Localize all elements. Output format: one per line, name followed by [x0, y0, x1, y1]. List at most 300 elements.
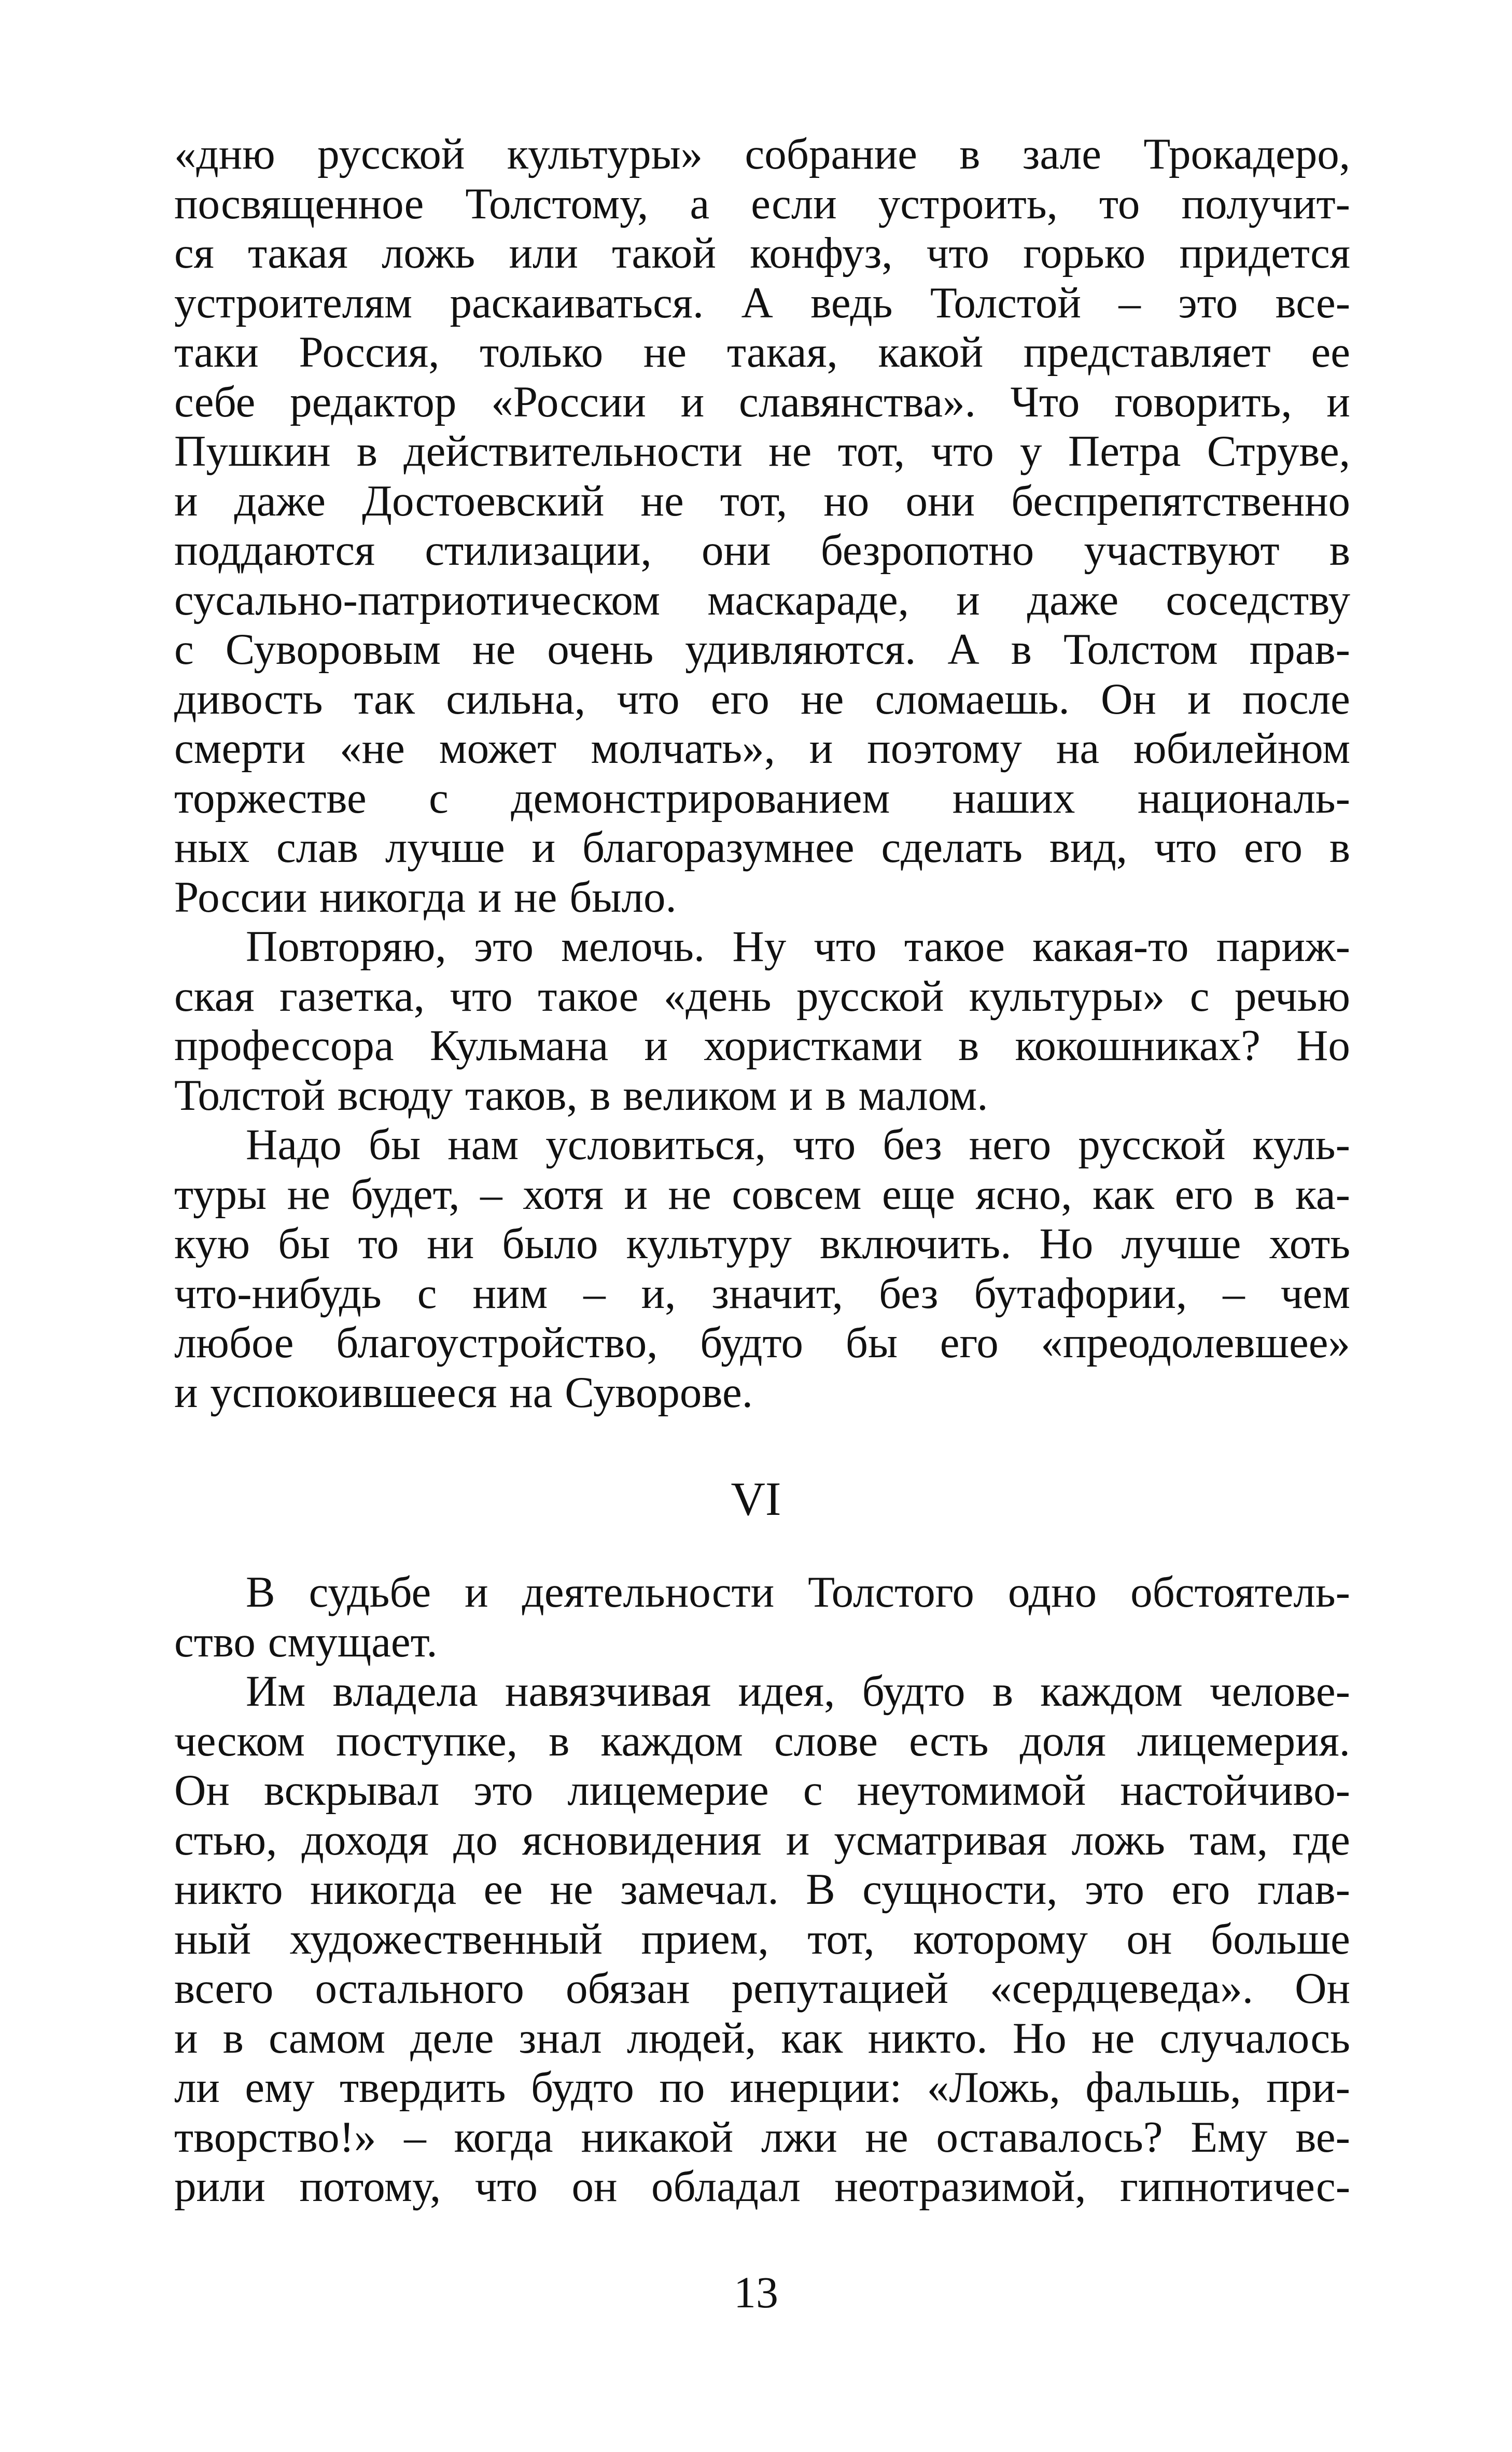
word: Он	[1101, 674, 1156, 723]
word: демонстрированием	[511, 773, 890, 823]
word: успокоившееся	[210, 1368, 497, 1417]
word: может	[439, 724, 557, 773]
word: А	[947, 625, 979, 674]
word: по	[659, 2063, 705, 2112]
word: ним	[472, 1269, 548, 1318]
word: обстоятель-	[1130, 1568, 1350, 1617]
word: что	[450, 971, 513, 1021]
word: если	[751, 179, 837, 228]
word: –	[1118, 278, 1141, 327]
word: остального	[315, 1964, 524, 2013]
word: даже	[234, 476, 326, 525]
word: деятельности	[522, 1568, 775, 1617]
word: прав-	[1249, 625, 1350, 674]
word: бы	[278, 1219, 330, 1268]
word: знал	[519, 2013, 602, 2063]
text-line	[174, 1219, 1350, 1269]
text-line	[174, 1071, 1350, 1121]
word: условиться,	[545, 1120, 766, 1169]
word: бутафории,	[974, 1269, 1187, 1318]
word: не	[640, 476, 684, 525]
text-line	[174, 922, 1350, 972]
word: такое	[904, 922, 1005, 971]
word: и	[644, 1021, 668, 1070]
word: в	[222, 2013, 244, 2063]
word: Ну	[732, 922, 787, 971]
text-line	[174, 1368, 1350, 1418]
word: Достоевский	[362, 476, 605, 525]
word: тот,	[807, 1914, 875, 1963]
word: его	[1243, 823, 1303, 872]
word: русской	[1078, 1120, 1226, 1169]
text-line	[174, 526, 1350, 576]
word: славянства».	[739, 377, 976, 426]
word: Толстой	[174, 1070, 326, 1120]
word: никогда	[319, 872, 466, 922]
word: ложь	[382, 229, 475, 277]
word: не	[514, 872, 557, 922]
word: в	[590, 1070, 611, 1120]
word: с	[174, 625, 194, 674]
word: замечал.	[620, 1865, 779, 1914]
word: Толстому,	[465, 179, 649, 228]
word: гипнотичес-	[1120, 2162, 1350, 2211]
word: и	[956, 575, 980, 624]
word: ее	[1311, 328, 1350, 377]
word: с	[1189, 971, 1210, 1021]
word: то	[358, 1219, 399, 1268]
word: не	[865, 2112, 908, 2162]
word: одно	[1007, 1568, 1097, 1617]
word: на	[1056, 724, 1100, 773]
word: лучше	[1121, 1219, 1241, 1268]
word: такое	[538, 971, 639, 1021]
word: в	[1254, 1169, 1275, 1219]
word: речью	[1234, 971, 1350, 1021]
word: –	[480, 1169, 502, 1219]
text-line	[174, 427, 1350, 477]
word: или	[509, 229, 578, 277]
word: в	[1011, 625, 1032, 674]
text-line	[174, 1021, 1350, 1071]
word: ясно,	[975, 1169, 1072, 1219]
word: чем	[1280, 1269, 1350, 1318]
word: будто	[530, 2063, 634, 2112]
word: с	[417, 1269, 437, 1318]
text-line	[174, 2113, 1350, 2163]
text-line	[174, 229, 1350, 278]
word: Толстой	[930, 278, 1081, 327]
word: и	[174, 2013, 198, 2063]
text-line	[174, 823, 1350, 873]
word: Но	[1296, 1021, 1350, 1070]
word: не	[1091, 2013, 1135, 2063]
word: будто	[700, 1318, 804, 1367]
word: «не	[340, 724, 405, 773]
word: обладал	[651, 2162, 801, 2211]
word: А	[741, 278, 773, 327]
word: лицемерие	[567, 1766, 769, 1815]
word: ложь	[1071, 1815, 1165, 1864]
word: тот,	[720, 476, 788, 525]
word: лжи	[761, 2112, 837, 2162]
word: Но	[1012, 2013, 1067, 2063]
text-line	[174, 2162, 1350, 2212]
word: не	[287, 1169, 330, 1219]
word: рили	[174, 2162, 265, 2211]
word: сусально-патриотическом	[174, 575, 660, 624]
word: которому	[913, 1914, 1088, 1963]
word: в	[356, 427, 378, 476]
word: таков,	[465, 1070, 578, 1120]
word: участвуют	[1084, 526, 1280, 575]
text-line	[174, 576, 1350, 625]
word: горько	[1023, 229, 1146, 277]
word: когда	[454, 2112, 553, 2162]
text-line	[174, 1915, 1350, 1965]
word: ка-	[1295, 1169, 1350, 1219]
word: его	[1171, 1865, 1230, 1914]
word: Пушкин	[174, 427, 331, 476]
word: безропотно	[820, 526, 1034, 575]
word: но	[823, 476, 870, 525]
text-line	[174, 1120, 1350, 1170]
word: ных	[174, 823, 250, 872]
word: Россия,	[299, 328, 440, 377]
word: это	[1178, 278, 1238, 327]
word: Кульмана	[429, 1021, 609, 1070]
word: дивость	[174, 674, 323, 723]
word: поступке,	[336, 1716, 518, 1765]
word: только	[480, 328, 604, 377]
word: ведь	[810, 278, 893, 327]
word: хоть	[1269, 1219, 1350, 1268]
text-line	[174, 2063, 1350, 2113]
word: Суворове.	[565, 1368, 753, 1417]
text-line	[174, 1269, 1350, 1319]
word: что	[617, 674, 680, 723]
word: газетка,	[279, 971, 425, 1021]
word: и,	[641, 1269, 676, 1318]
word: что	[793, 1120, 856, 1169]
word: удивляются.	[685, 625, 916, 674]
word: маскараде,	[707, 575, 909, 624]
word: лицемерия.	[1137, 1716, 1350, 1765]
word: включить.	[819, 1219, 1012, 1268]
word: как	[1093, 1169, 1155, 1219]
word: фальшь,	[1085, 2063, 1241, 2112]
word: соседству	[1166, 575, 1350, 624]
word: сделать	[881, 823, 1023, 872]
word: такая,	[726, 328, 838, 377]
word: представляет	[1023, 328, 1271, 377]
word: посвященное	[174, 179, 424, 228]
word: «преодолевшее»	[1041, 1318, 1350, 1367]
word: Трокадеро,	[1143, 130, 1350, 178]
word: поэтому	[867, 724, 1022, 773]
word: вскрывал	[263, 1766, 440, 1815]
word: еще	[882, 1169, 955, 1219]
word: никакой	[581, 2112, 734, 2162]
word: бы	[368, 1120, 421, 1169]
word: в	[825, 1070, 846, 1120]
word: беспрепятственно	[1011, 476, 1350, 525]
word: неотразимой,	[834, 2162, 1086, 2211]
word: обязан	[566, 1964, 690, 2013]
text-line	[174, 179, 1350, 229]
word: вид,	[1049, 823, 1127, 872]
word: будто	[862, 1667, 965, 1716]
word: ее	[483, 1865, 523, 1914]
word: смущает.	[268, 1617, 438, 1666]
word: будет,	[351, 1169, 460, 1219]
text-line	[174, 675, 1350, 725]
word: «Ложь,	[927, 2063, 1060, 2112]
text-line	[174, 1766, 1350, 1816]
word: доля	[1019, 1716, 1106, 1765]
word: не	[643, 328, 687, 377]
word: ни	[427, 1219, 474, 1268]
word: даже	[1027, 575, 1119, 624]
word: торжестве	[174, 773, 367, 823]
word: собрание	[745, 130, 917, 178]
word: и	[624, 1169, 648, 1219]
word: и	[465, 1568, 488, 1617]
text-line	[174, 724, 1350, 774]
word: туры	[174, 1169, 267, 1219]
word: «России	[491, 377, 646, 426]
word: поддаются	[174, 526, 375, 575]
word: «день	[663, 971, 772, 1021]
word: устроителям	[174, 278, 413, 327]
word: В	[246, 1568, 275, 1617]
word: какая-то	[1032, 922, 1189, 971]
word: молчать»,	[591, 724, 775, 773]
word: его	[710, 674, 769, 723]
word: случалось	[1159, 2013, 1350, 2063]
text-line	[174, 625, 1350, 675]
word: придется	[1179, 229, 1350, 277]
word: навязчивая	[505, 1667, 711, 1716]
word: малом.	[858, 1070, 988, 1120]
word: какой	[878, 328, 984, 377]
word: ческом	[174, 1716, 305, 1765]
word: он	[571, 2162, 618, 2211]
word: –	[404, 2112, 426, 2162]
word: ный	[174, 1914, 251, 1963]
word: на	[509, 1368, 553, 1417]
word: такая	[248, 229, 348, 277]
word: это	[473, 922, 534, 971]
word: совсем	[732, 1169, 862, 1219]
word: а	[690, 179, 710, 228]
word: и	[478, 872, 502, 922]
word: сильна,	[446, 674, 586, 723]
word: он	[1126, 1914, 1172, 1963]
word: каждом	[1040, 1667, 1183, 1716]
word: Суворовым	[225, 625, 441, 674]
word: Толстом	[1063, 625, 1218, 674]
text-line	[174, 873, 1350, 923]
word: сломаешь.	[875, 674, 1070, 723]
word: Но	[1039, 1219, 1094, 1268]
word: значит,	[711, 1269, 844, 1318]
word: при-	[1266, 2063, 1350, 2112]
word: творство!»	[174, 2112, 376, 2162]
word: смерти	[174, 724, 306, 773]
word: это	[1084, 1865, 1144, 1914]
word: раскаиваться.	[450, 278, 704, 327]
text-line	[174, 1618, 1350, 1667]
word: Струве,	[1207, 427, 1350, 476]
word: до	[453, 1815, 498, 1864]
text-line	[174, 1964, 1350, 2014]
word: не	[768, 427, 812, 476]
word: благоустройство,	[336, 1318, 658, 1367]
word: ская	[174, 971, 255, 1021]
word: получит-	[1181, 179, 1350, 228]
text-block-bottom	[174, 1568, 1350, 2212]
word: кокошниках?	[1015, 1021, 1261, 1070]
word: хотя	[523, 1169, 604, 1219]
word: репутацией	[731, 1964, 949, 2013]
word: «дню	[174, 130, 275, 178]
word: не	[472, 625, 516, 674]
word: Повторяю,	[246, 922, 446, 971]
text-line	[174, 972, 1350, 1022]
word: националь-	[1137, 773, 1350, 823]
word: что	[931, 427, 994, 476]
word: ве-	[1295, 2112, 1350, 2162]
word: ему	[245, 2063, 315, 2112]
word: куль-	[1252, 1120, 1350, 1169]
text-line	[174, 1816, 1350, 1865]
text-line	[174, 477, 1350, 526]
page-number: 13	[734, 2267, 778, 2317]
word: таки	[174, 328, 259, 377]
word: глав-	[1257, 1865, 1350, 1914]
word: челове-	[1209, 1667, 1350, 1716]
word: было	[502, 1219, 598, 1268]
text-line	[174, 278, 1350, 328]
text-line	[174, 2014, 1350, 2064]
word: прием,	[641, 1914, 769, 1963]
word: не	[550, 1865, 593, 1914]
word: профессора	[174, 1021, 394, 1070]
word: мелочь.	[561, 922, 705, 971]
word: Он	[174, 1766, 230, 1815]
section-heading: VI	[731, 1472, 781, 1525]
word: культуры»	[969, 971, 1165, 1021]
word: Надо	[246, 1120, 342, 1169]
word: идея,	[738, 1667, 835, 1716]
word: было.	[569, 872, 677, 922]
text-line	[174, 1170, 1350, 1220]
word: культуры»	[507, 130, 703, 178]
word: говорить,	[1114, 377, 1292, 426]
word: и	[1187, 674, 1211, 723]
word: очень	[547, 625, 654, 674]
word: есть	[909, 1716, 989, 1765]
word: русской	[796, 971, 944, 1021]
word: В	[806, 1865, 835, 1914]
word: инерции:	[730, 2063, 902, 2112]
word: самом	[269, 2013, 386, 2063]
word: после	[1242, 674, 1350, 723]
word: сущности,	[862, 1865, 1058, 1914]
word: всюду	[337, 1070, 453, 1120]
word: как	[781, 2013, 843, 2063]
word: тот,	[837, 427, 905, 476]
word: и	[531, 823, 556, 872]
word: Им	[246, 1667, 306, 1716]
text-line	[174, 328, 1350, 378]
word: редактор	[290, 377, 457, 426]
word: бы	[845, 1318, 898, 1367]
word: русской	[317, 130, 465, 178]
word: париж-	[1216, 922, 1350, 971]
word: никто.	[867, 2013, 988, 2063]
word: России	[174, 872, 307, 922]
word: твердить	[339, 2063, 506, 2112]
word: каждом	[600, 1716, 743, 1765]
word: и	[1326, 377, 1350, 426]
word: никто	[174, 1865, 283, 1914]
text-line	[174, 1318, 1350, 1368]
word: без	[883, 1120, 942, 1169]
text-line	[174, 130, 1350, 179]
word: зале	[1022, 130, 1101, 178]
word: потому,	[299, 2162, 441, 2211]
word: его	[940, 1318, 999, 1367]
word: слав	[276, 823, 358, 872]
word: его	[1174, 1169, 1234, 1219]
word: больше	[1210, 1914, 1350, 1963]
word: конфуз,	[750, 229, 893, 277]
word: в	[959, 130, 981, 178]
word: Петра	[1068, 427, 1181, 476]
word: и	[174, 476, 198, 525]
text-line	[174, 1667, 1350, 1717]
word: что	[926, 229, 990, 277]
word: наших	[952, 773, 1075, 823]
word: –	[583, 1269, 606, 1318]
word: юбилейном	[1133, 724, 1350, 773]
word: никогда	[310, 1865, 457, 1914]
word: не	[668, 1169, 711, 1219]
word: что	[1154, 823, 1217, 872]
word: Что	[1010, 377, 1080, 426]
word: стью,	[174, 1815, 277, 1864]
word: доходя	[301, 1815, 429, 1864]
word: усматривая	[834, 1815, 1047, 1864]
word: в	[958, 1021, 979, 1070]
word: такой	[612, 229, 717, 277]
word: ясновидения	[522, 1815, 762, 1864]
word: всего	[174, 1964, 274, 2013]
word: без	[879, 1269, 939, 1318]
text-line	[174, 378, 1350, 427]
word: великом	[623, 1070, 777, 1120]
word: и	[786, 1815, 810, 1864]
word: что	[814, 922, 877, 971]
word: Он	[1295, 1964, 1350, 2013]
word: неутомимой	[857, 1766, 1086, 1815]
text-line	[174, 1717, 1350, 1766]
word: хористками	[704, 1021, 922, 1070]
word: настойчиво-	[1120, 1766, 1350, 1815]
word: владела	[332, 1667, 478, 1716]
